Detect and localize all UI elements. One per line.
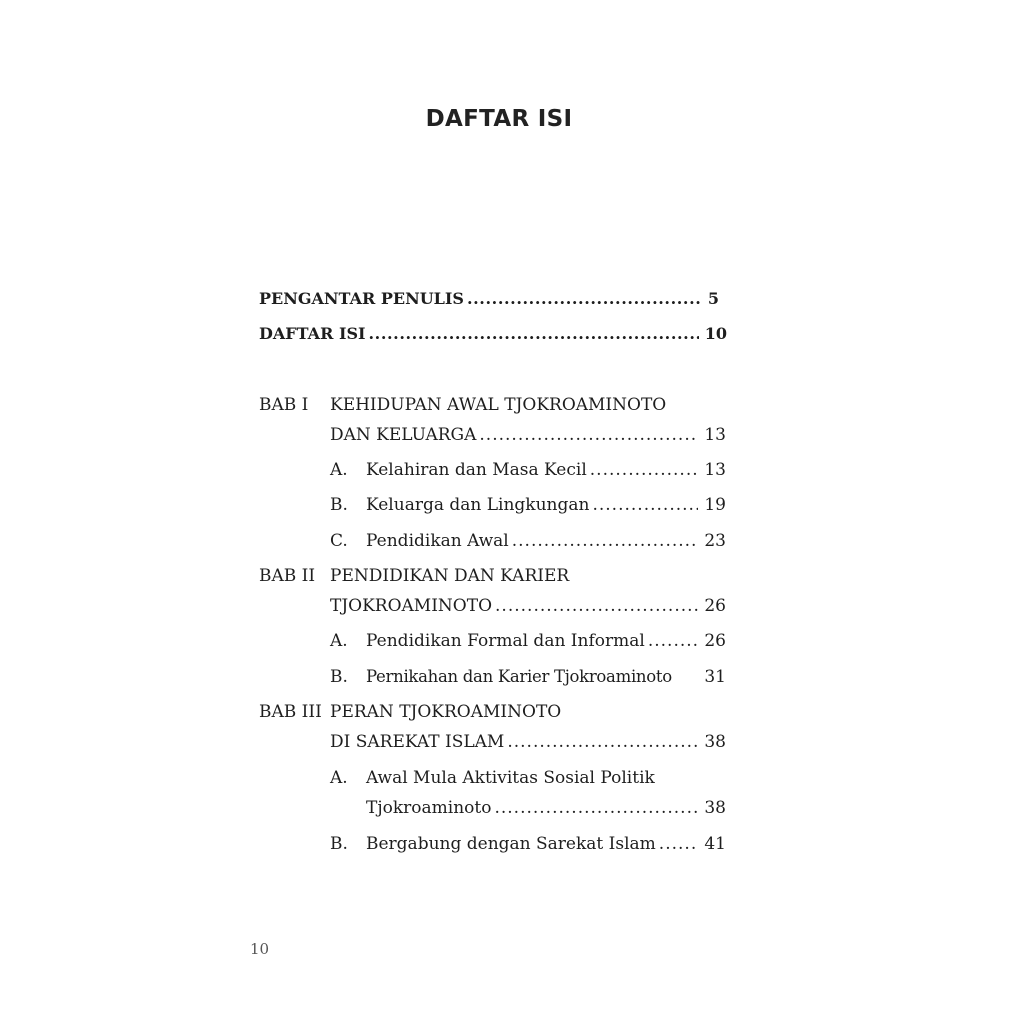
- toc-entry-chapter: [330, 591, 726, 621]
- toc-entry-pengantar: [259, 284, 719, 314]
- page-title: DAFTAR ISI: [425, 106, 573, 132]
- toc-entry-section: [366, 490, 726, 520]
- toc-entry-section: [366, 662, 726, 692]
- dot-leader: [648, 626, 699, 656]
- toc-entry-text: Bergabung dengan Sarekat Islam: [366, 834, 656, 854]
- chapter-label: BAB II: [259, 566, 316, 586]
- section-letter: A.: [330, 460, 348, 480]
- toc-entry-text: Tjokroaminoto: [366, 798, 492, 818]
- toc-entry-text: Pendidikan Formal dan Informal: [366, 631, 645, 651]
- toc-entry-daftar-isi: [259, 319, 727, 349]
- toc-entry-text: DAN KELUARGA: [330, 425, 477, 445]
- chapter-title-line: PENDIDIKAN DAN KARIER: [330, 566, 570, 586]
- toc-entry-chapter: [330, 727, 726, 757]
- dot-leader: [479, 420, 698, 450]
- toc-entry-page: 10: [704, 324, 727, 343]
- chapter-label: BAB III: [259, 702, 322, 722]
- section-letter: C.: [330, 531, 348, 551]
- toc-entry-section: [366, 829, 726, 859]
- toc-entry-page: 41: [704, 834, 726, 854]
- chapter-title-line: KEHIDUPAN AWAL TJOKROAMINOTO: [330, 395, 667, 415]
- toc-entry-section: [366, 526, 726, 556]
- section-letter: A.: [330, 631, 348, 651]
- dot-leader: [368, 319, 698, 349]
- section-letter: B.: [330, 495, 348, 515]
- toc-entry-section: [366, 793, 726, 823]
- toc-entry-text: Pernikahan dan Karier Tjokroaminoto: [366, 667, 672, 686]
- toc-entry-text: PENGANTAR PENULIS: [259, 289, 464, 308]
- toc-entry-text: Kelahiran dan Masa Kecil: [366, 460, 587, 480]
- toc-entry-text: TJOKROAMINOTO: [330, 596, 493, 616]
- dot-leader: [512, 526, 699, 556]
- chapter-label: BAB I: [259, 395, 309, 415]
- toc-entry-page: 19: [704, 495, 726, 515]
- dot-leader: [590, 455, 699, 485]
- toc-entry-page: 38: [704, 798, 726, 818]
- toc-entry-page: 13: [704, 425, 726, 445]
- toc-entry-page: 38: [704, 732, 726, 752]
- toc-entry-page: 31: [704, 667, 726, 687]
- toc-entry-text: Pendidikan Awal: [366, 531, 509, 551]
- dot-leader: [507, 727, 698, 757]
- toc-entry-page: 23: [704, 531, 726, 551]
- toc-entry-text: DAFTAR ISI: [259, 324, 366, 343]
- dot-leader: [659, 829, 699, 859]
- section-letter: B.: [330, 667, 348, 687]
- dot-leader: [495, 591, 698, 621]
- section-letter: B.: [330, 834, 348, 854]
- section-letter: A.: [330, 768, 348, 788]
- dot-leader: [592, 490, 698, 520]
- toc-entry-text: Keluarga dan Lingkungan: [366, 495, 590, 515]
- toc-entry-page: 26: [704, 631, 726, 651]
- toc-entry-text: DI SAREKAT ISLAM: [330, 732, 505, 752]
- toc-entry-page: 5: [707, 289, 719, 308]
- dot-leader: [467, 284, 702, 314]
- toc-entry-section: [366, 455, 726, 485]
- page-number: 10: [250, 940, 270, 958]
- toc-entry-section: [366, 626, 726, 656]
- toc-entry-page: 13: [704, 460, 726, 480]
- section-title-line: Awal Mula Aktivitas Sosial Politik: [366, 768, 655, 788]
- dot-leader: [494, 793, 698, 823]
- chapter-title-line: PERAN TJOKROAMINOTO: [330, 702, 562, 722]
- toc-entry-page: 26: [704, 596, 726, 616]
- toc-entry-chapter: [330, 420, 726, 450]
